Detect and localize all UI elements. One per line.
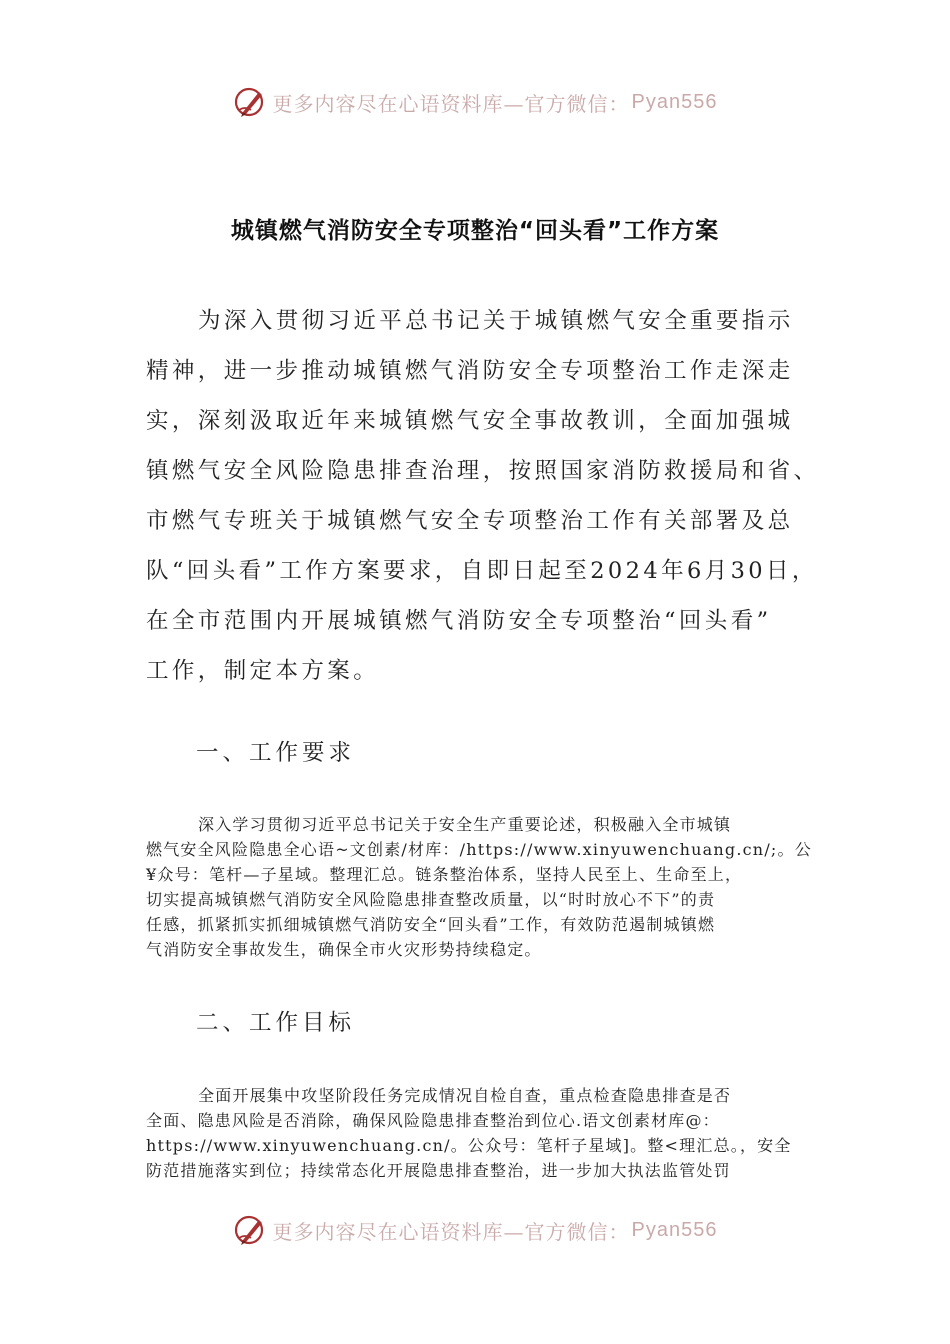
paragraph-line: 全面开展集中攻坚阶段任务完成情况自检自查，重点检查隐患排查是否 — [198, 1086, 732, 1105]
paragraph-line: 全面、隐患风险是否消除，确保风险隐患排查整治到位心.语文创素材库@： — [146, 1111, 720, 1130]
intro-line: 精神，进一步推动城镇燃气消防安全专项整治工作走深走 — [146, 358, 794, 384]
banner-wechat-id: Pyan556 — [631, 1218, 718, 1241]
intro-line: 市燃气专班关于城镇燃气安全专项整治工作有关部署及总 — [146, 508, 794, 534]
header-watermark-banner — [0, 84, 950, 120]
paragraph-line: 防范措施落实到位；持续常态化开展隐患排查整治，进一步加大执法监管处罚 — [146, 1161, 731, 1180]
section-heading-requirements: 一、工作要求 — [196, 740, 356, 766]
intro-paragraph — [146, 296, 826, 696]
intro-line: 工作，制定本方案。 — [146, 658, 380, 684]
paragraph-line: 深入学习贯彻习近平总书记关于安全生产重要论述，积极融入全市城镇 — [198, 815, 732, 834]
banner-text: 更多内容尽在心语资料库—官方微信： — [272, 1219, 630, 1244]
section-heading-goals: 二、工作目标 — [196, 1010, 356, 1036]
footer-watermark-banner — [0, 1212, 950, 1248]
paragraph-line: ¥众号：笔杆—子星域。整理汇总。链条整治体系，坚持人民至上、生命至上， — [146, 865, 743, 884]
paragraph-line: 燃气安全风险隐患全心语~文创素/材库：/https://www.xinyuwenchuang.cn/;。公 — [146, 840, 812, 859]
paragraph-line: 切实提高城镇燃气消防安全风险隐患排查整改质量，以“时时放心不下”的责 — [146, 890, 716, 909]
intro-line: 为深入贯彻习近平总书记关于城镇燃气安全重要指示 — [198, 308, 794, 334]
document-title: 城镇燃气消防安全专项整治“回头看”工作方案 — [230, 218, 720, 244]
section-requirements-paragraph — [146, 812, 826, 962]
paragraph-line: 任感，抓紧抓实抓细城镇燃气消防安全“回头看”工作，有效防范遏制城镇燃 — [146, 915, 716, 934]
intro-line: 队“回头看”工作方案要求，自即日起至2024年6月30日， — [146, 558, 818, 584]
intro-line: 实，深刻汲取近年来城镇燃气安全事故教训，全面加强城 — [146, 408, 794, 434]
section-goals-paragraph — [146, 1083, 826, 1183]
intro-line: 镇燃气安全风险隐患排查治理，按照国家消防救援局和省、 — [146, 458, 820, 484]
paragraph-line: https://www.xinyuwenchuang.cn/。公众号：笔杆子星域]。整<理汇总。，安全 — [146, 1136, 792, 1155]
pen-nib-icon — [233, 84, 269, 120]
banner-wechat-id: Pyan556 — [631, 90, 718, 113]
pen-nib-icon — [233, 1212, 269, 1248]
intro-line: 在全市范围内开展城镇燃气消防安全专项整治“回头看” — [146, 608, 772, 634]
paragraph-line: 气消防安全事故发生，确保全市火灾形势持续稳定。 — [146, 940, 542, 959]
banner-text: 更多内容尽在心语资料库—官方微信： — [272, 91, 630, 116]
